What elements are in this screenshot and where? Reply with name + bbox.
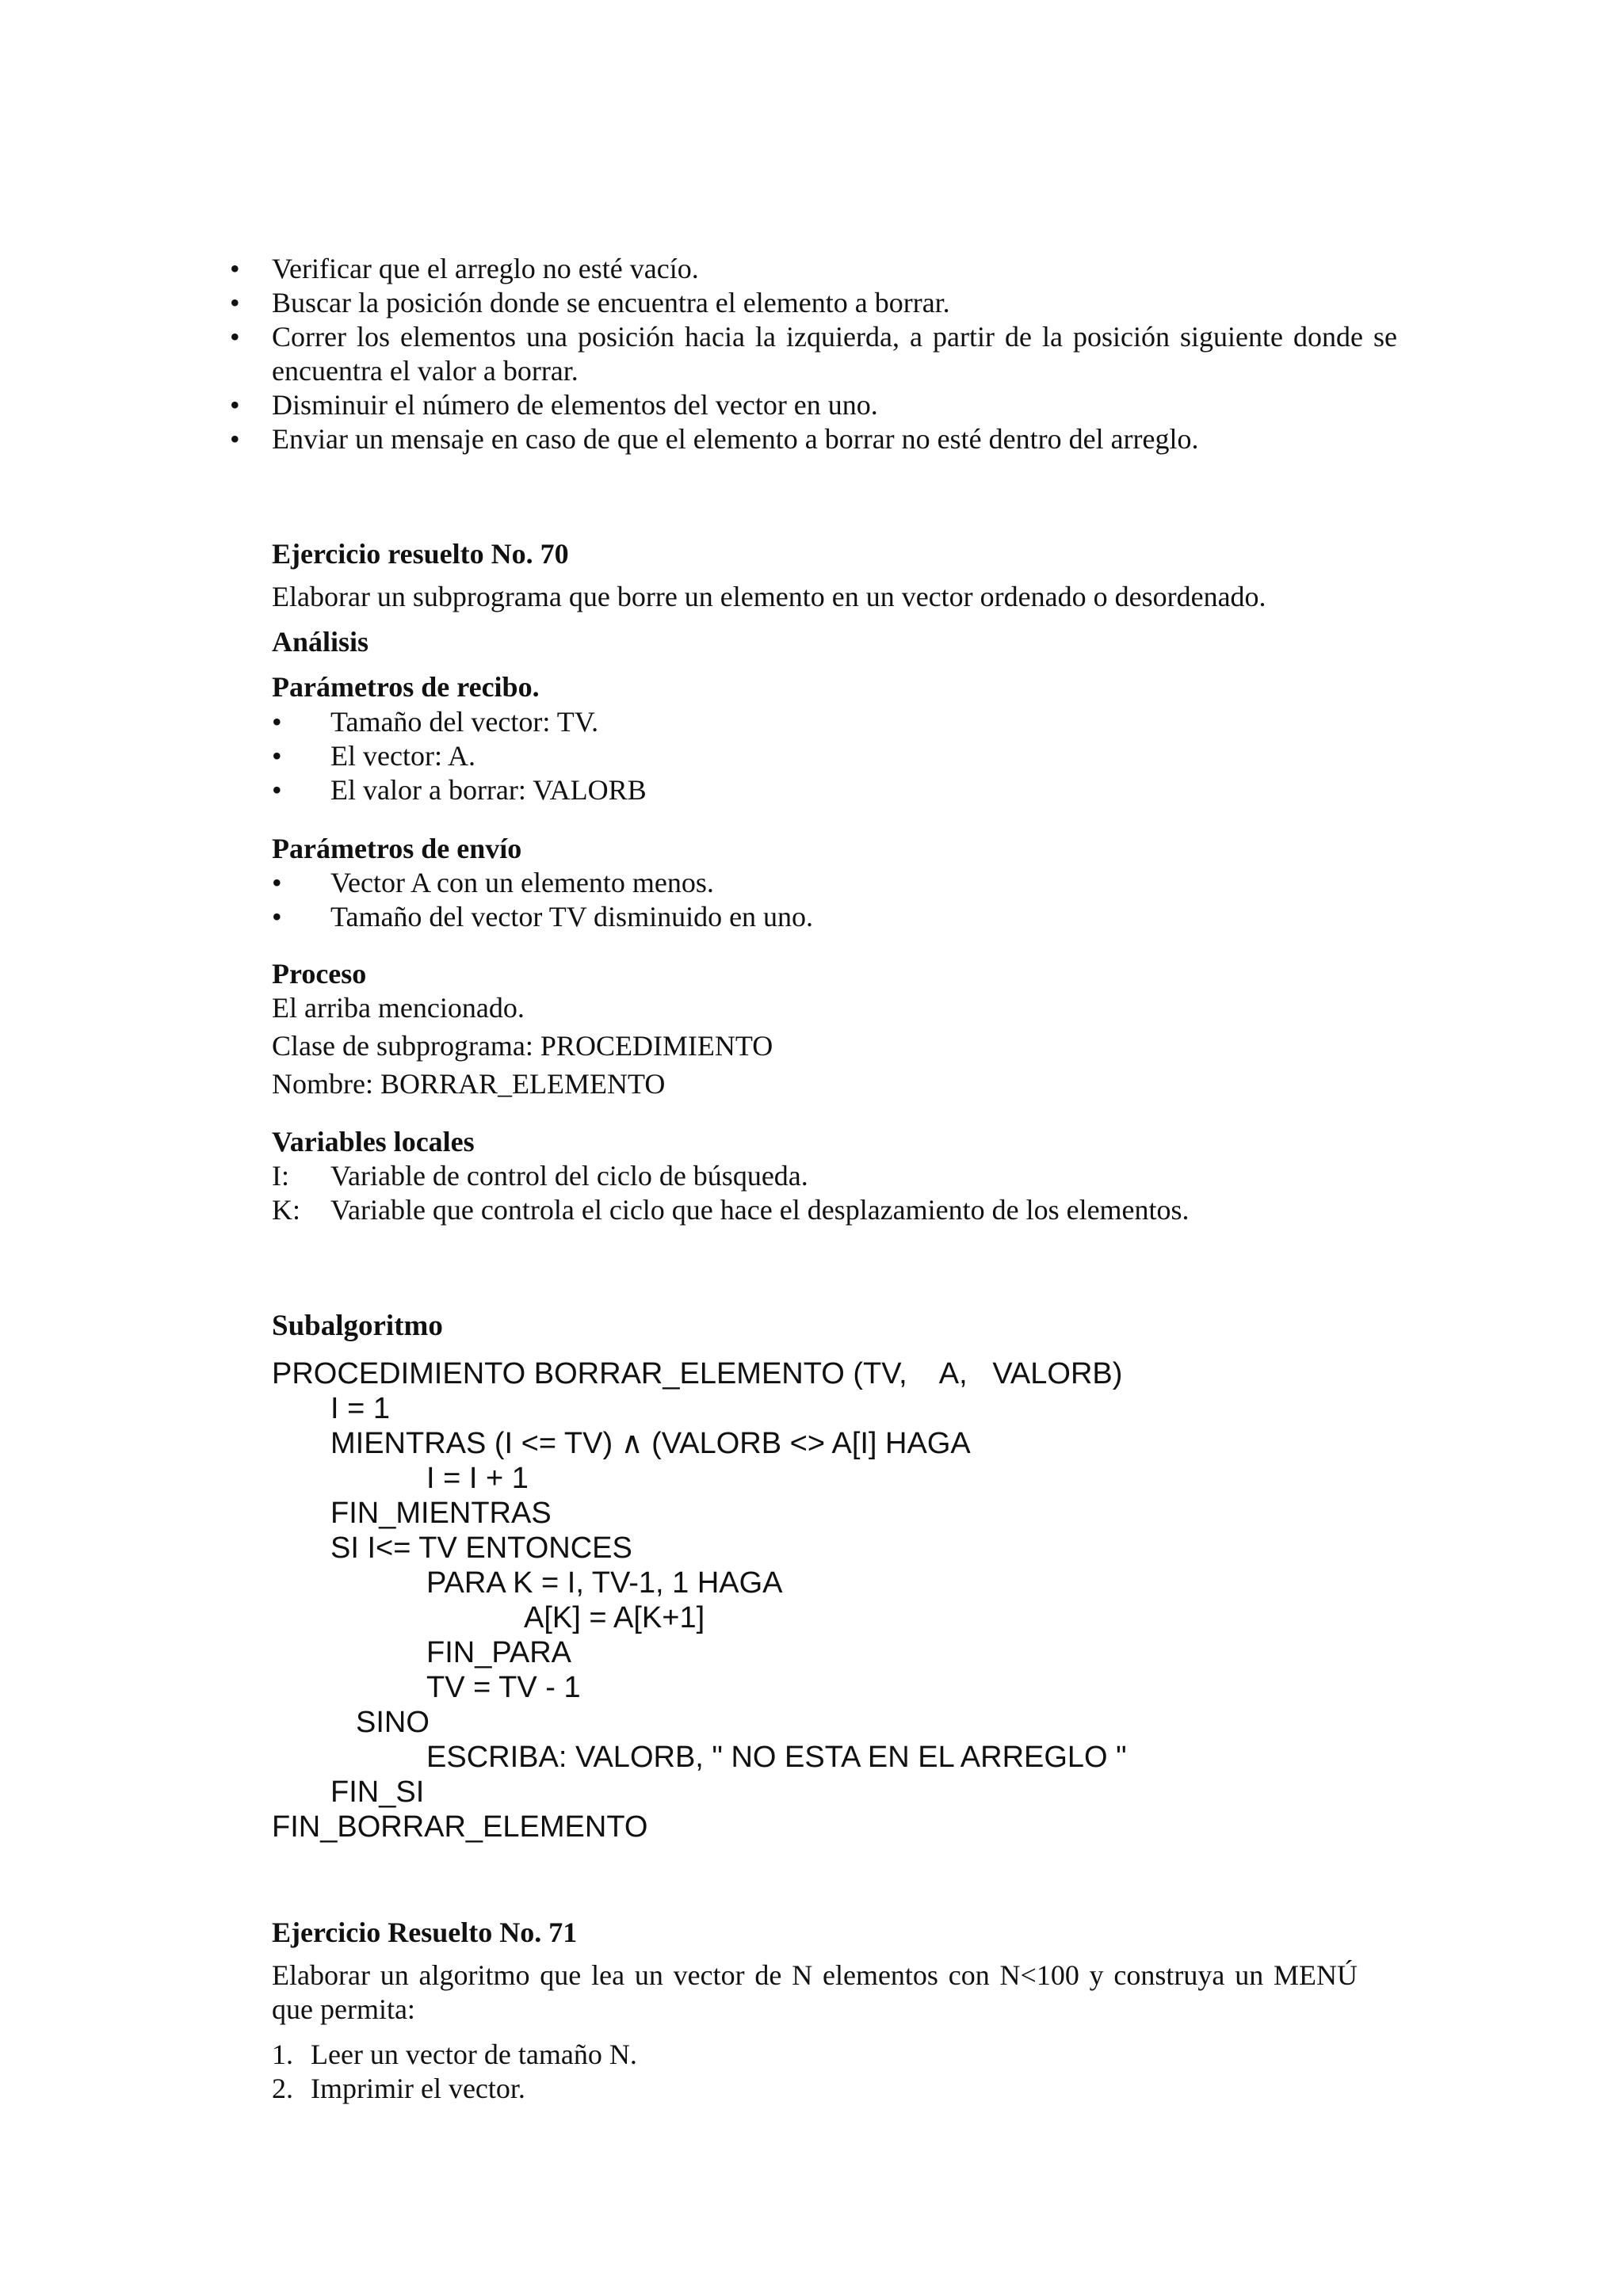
bullet: •: [272, 740, 282, 772]
code-line: MIENTRAS (I <= TV) ∧ (VALORB <> A[I] HAGA: [330, 1427, 971, 1460]
variable-description: Variable de control del ciclo de búsqueda.: [330, 1160, 808, 1192]
receive-params-heading: Parámetros de recibo.: [272, 671, 540, 703]
list-item-text: Buscar la posición donde se encuentra el elemento a borrar.: [272, 287, 950, 318]
code-line: ESCRIBA: VALORB, " NO ESTA EN EL ARREGLO ": [426, 1741, 1127, 1774]
code-line: I = 1: [330, 1392, 390, 1425]
variable-name: I:: [272, 1160, 289, 1192]
code-line: SI I<= TV ENTONCES: [330, 1531, 632, 1565]
code-line: TV = TV - 1: [426, 1671, 581, 1704]
list-item-text: Correr los elementos una posición hacia la izquierda, a partir de la posición siguiente donde se encuentra el valor a borrar.: [272, 321, 1397, 387]
code-line: FIN_PARA: [426, 1636, 572, 1669]
variable-description: Variable que controla el ciclo que hace el desplazamiento de los elementos.: [330, 1194, 1190, 1226]
bullet: •: [230, 287, 240, 318]
list-item-text: Verificar que el arreglo no esté vacío.: [272, 253, 699, 284]
list-item-number: 2.: [272, 2073, 293, 2104]
list-item-text: Imprimir el vector.: [311, 2073, 525, 2104]
bullet: •: [230, 253, 240, 284]
list-item-text: El valor a borrar: VALORB: [330, 774, 647, 806]
process-line: Nombre: BORRAR_ELEMENTO: [272, 1068, 666, 1100]
send-params-heading: Parámetros de envío: [272, 833, 522, 864]
list-item-text: Disminuir el número de elementos del vector en uno.: [272, 389, 878, 421]
list-item-text: Vector A con un elemento menos.: [330, 867, 714, 898]
list-item-number: 1.: [272, 2039, 293, 2070]
process-line: El arriba mencionado.: [272, 992, 525, 1024]
code-line: FIN_SI: [330, 1775, 425, 1809]
code-line: PARA K = I, TV-1, 1 HAGA: [426, 1566, 783, 1600]
exercise-title: Ejercicio resuelto No. 70: [272, 538, 569, 570]
exercise-statement: Elaborar un algoritmo que lea un vector de N elementos con N<100 y construya un MENÚ que permita:: [272, 1959, 1358, 2025]
list-item-text: El vector: A.: [330, 740, 475, 772]
bullet: •: [272, 774, 282, 806]
code-line: I = I + 1: [426, 1462, 529, 1495]
bullet: •: [230, 389, 240, 421]
exercise-statement: Elaborar un subprograma que borre un elemento en un vector ordenado o desordenado.: [272, 581, 1266, 612]
list-item-text: Enviar un mensaje en caso de que el elemento a borrar no esté dentro del arreglo.: [272, 423, 1199, 455]
exercise-title: Ejercicio Resuelto No. 71: [272, 1917, 578, 1948]
code-line: FIN_BORRAR_ELEMENTO: [272, 1810, 648, 1844]
code-line: FIN_MIENTRAS: [330, 1497, 552, 1530]
bullet: •: [230, 321, 240, 353]
list-item-text: Leer un vector de tamaño N.: [311, 2039, 637, 2070]
bullet: •: [272, 706, 282, 738]
bullet: •: [230, 423, 240, 455]
code-line: PROCEDIMIENTO BORRAR_ELEMENTO (TV, A, VALORB): [272, 1357, 1123, 1390]
analysis-heading: Análisis: [272, 626, 369, 658]
subalgorithm-heading: Subalgoritmo: [272, 1310, 443, 1342]
code-line: A[K] = A[K+1]: [524, 1601, 705, 1634]
process-heading: Proceso: [272, 958, 367, 990]
list-item-text: Tamaño del vector TV disminuido en uno.: [330, 901, 814, 933]
list-item-text: Tamaño del vector: TV.: [330, 706, 599, 738]
process-line: Clase de subprograma: PROCEDIMIENTO: [272, 1030, 773, 1062]
code-line: SINO: [356, 1706, 430, 1739]
variable-name: K:: [272, 1194, 300, 1226]
bullet: •: [272, 901, 282, 933]
bullet: •: [272, 867, 282, 898]
local-variables-heading: Variables locales: [272, 1126, 475, 1158]
